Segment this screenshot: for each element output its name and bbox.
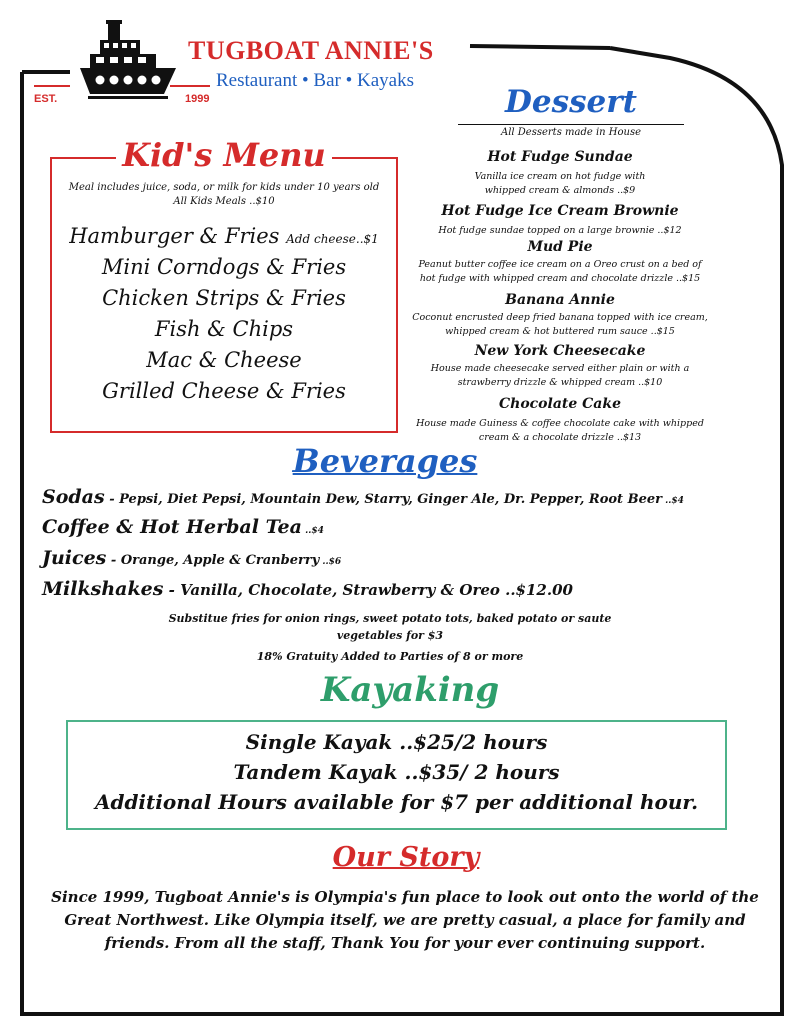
dessert-item-desc: Hot fudge sundae topped on a large brownie ..$12 xyxy=(438,225,682,236)
kids-menu-note: Meal includes juice, soda, or milk for kids under 10 years old xyxy=(68,182,380,193)
dessert-item-name: New York Cheesecake xyxy=(474,343,646,359)
brand-name: TUGBOAT ANNIE'S xyxy=(188,36,434,65)
kayak-line: Tandem Kayak ..$35/ 2 hours xyxy=(233,760,560,784)
kids-item: Chicken Strips & Fries xyxy=(102,286,346,310)
kids-item: Mini Corndogs & Fries xyxy=(101,255,347,279)
beverage-item: Milkshakes - Vanilla, Chocolate, Strawberry & Oreo ..$12.00 xyxy=(42,578,573,600)
est-label: EST. xyxy=(34,93,58,105)
dessert-item-desc: House made cheesecake served either plain or with a xyxy=(430,363,690,374)
dessert-item-desc: whipped cream & hot buttered rum sauce ..$15 xyxy=(445,326,675,337)
beverage-detail: - Pepsi, Diet Pepsi, Mountain Dew, Starry, Ginger Ale, Dr. Pepper, Root Beer xyxy=(104,492,662,507)
dessert-item-desc: Peanut butter coffee ice cream on a Oreo crust on a bed of xyxy=(418,259,702,270)
dessert-item-desc: cream & a chocolate drizzle ..$13 xyxy=(478,432,642,443)
dessert-item-name: Chocolate Cake xyxy=(499,396,621,412)
kids-item-note: Add cheese..$1 xyxy=(286,232,379,246)
brand-tagline: Restaurant • Bar • Kayaks xyxy=(216,70,414,91)
beverage-detail: - Orange, Apple & Cranberry xyxy=(106,553,320,568)
dessert-subtitle: All Desserts made in House xyxy=(500,127,641,138)
beverage-price: ..$6 xyxy=(319,557,342,567)
kids-menu-price: All Kids Meals ..$10 xyxy=(173,196,275,207)
kids-item: Hamburger & Fries Add cheese..$1 xyxy=(69,224,379,248)
beverage-price: ..$4 xyxy=(301,526,324,536)
story-text: Since 1999, Tugboat Annie's is Olympia's fun place to look out onto the world of the Great Northwest. Like Olympia itself, we are pretty casual, a place for family and friends. From all the staff, Thank You for your ever continuing support. xyxy=(51,888,759,952)
beverage-detail: - Vanilla, Chocolate, Strawberry & Oreo ..$12.00 xyxy=(163,581,573,599)
kids-item: Grilled Cheese & Fries xyxy=(102,379,346,403)
kids-item: Fish & Chips xyxy=(154,317,294,341)
dessert-item-desc: House made Guiness & coffee chocolate cake with whipped xyxy=(416,418,704,429)
kayak-line: Additional Hours available for $7 per additional hour. xyxy=(94,790,699,814)
substitute-note: Substitue fries for onion rings, sweet potato tots, baked potato or saute vegetables for $3 xyxy=(168,612,612,642)
gratuity-note: 18% Gratuity Added to Parties of 8 or more xyxy=(256,650,524,663)
dessert-title: Dessert xyxy=(505,84,637,120)
beverage-item: Juices - Orange, Apple & Cranberry ..$6 xyxy=(42,547,342,569)
beverage-item: Coffee & Hot Herbal Tea ..$4 xyxy=(42,516,324,538)
dessert-item-name: Banana Annie xyxy=(505,292,615,308)
dessert-item-name: Hot Fudge Sundae xyxy=(487,149,633,165)
dessert-item-desc: Vanilla ice cream on hot fudge with xyxy=(474,171,646,182)
beverages-title: Beverages xyxy=(292,442,478,480)
kayak-line: Single Kayak ..$25/2 hours xyxy=(245,730,548,754)
kayaking-title: Kayaking xyxy=(320,670,500,710)
story-title: Our Story xyxy=(332,842,480,873)
dessert-item-desc: whipped cream & almonds ..$9 xyxy=(484,185,636,196)
dessert-item-desc: hot fudge with whipped cream and chocolate drizzle ..$15 xyxy=(419,273,701,284)
tugboat-logo-icon xyxy=(78,18,178,106)
beverage-item: Sodas - Pepsi, Diet Pepsi, Mountain Dew, Starry, Ginger Ale, Dr. Pepper, Root Beer ..$4 xyxy=(42,486,684,508)
est-year: 1999 xyxy=(185,93,210,105)
dessert-item-desc: strawberry drizzle & whipped cream ..$10 xyxy=(457,377,663,388)
dessert-item-desc: Coconut encrusted deep fried banana topped with ice cream, xyxy=(412,312,708,323)
kids-menu-title: Kid's Menu xyxy=(116,136,332,174)
dessert-item-name: Hot Fudge Ice Cream Brownie xyxy=(441,203,679,219)
dessert-divider xyxy=(458,124,684,125)
kids-item: Mac & Cheese xyxy=(146,348,302,372)
dessert-item-name: Mud Pie xyxy=(527,239,593,255)
beverage-price: ..$4 xyxy=(661,496,684,506)
